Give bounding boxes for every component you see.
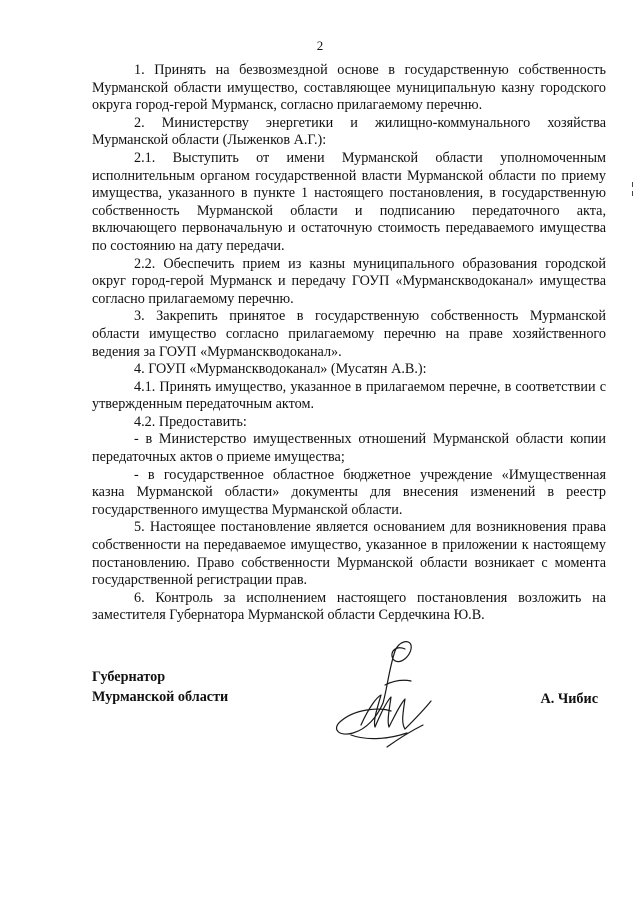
paragraph-4-2-item-1: - в Министерство имущественных отношений Мурманской области копии передаточных актов о приеме имущества; bbox=[92, 431, 606, 466]
paragraph-4-2-item-2: - в государственное областное бюджетное учреждение «Имущественная казна Мурманской области» документы для внесения изменений в реестр государственного имущества Мурманской области. bbox=[92, 466, 606, 518]
handwritten-signature bbox=[327, 637, 457, 757]
paragraph-6: 6. Контроль за исполнением настоящего постановления возложить на заместителя Губернатора Мурманской области Сердечкина Ю.В. bbox=[92, 589, 606, 624]
paragraph-5: 5. Настоящее постановление является основанием для возникновения права собственности на передаваемое имущество, указанное в приложении к настоящему постановлению. Право собственности Мурманской области возникает с момента государственной регистрации прав. bbox=[92, 519, 606, 589]
paragraph-2-1: 2.1. Выступить от имени Мурманской области уполномоченным исполнительным органом государственной власти Мурманской области по приему имущества, указанного в пункте 1 настоящего постановления, в государственную собственность Мурманской области и подписанию передаточного акта, включающего первоначальную и остаточную стоимость передаваемого имущества по состоянию на дату передачи. bbox=[92, 149, 606, 254]
signatory-name: А. Чибис bbox=[540, 691, 598, 707]
page-number: 2 bbox=[316, 38, 324, 53]
paragraph-2-2: 2.2. Обеспечить прием из казны муниципального образования городской округ город-герой Мурманск и передачу ГОУП «Мурманскводоканал» имущества согласно прилагаемому перечню. bbox=[92, 255, 606, 307]
document-body bbox=[92, 62, 606, 625]
signatory-title-line-2: Мурманской области bbox=[92, 689, 229, 705]
margin-tick-mark bbox=[631, 182, 634, 198]
paragraph-4-1: 4.1. Принять имущество, указанное в прилагаемом перечне, в соответствии с утвержденным передаточным актом. bbox=[92, 378, 606, 413]
paragraph-4-2: 4.2. Предоставить: bbox=[134, 413, 247, 430]
signatory-title bbox=[92, 667, 228, 707]
paragraph-3: 3. Закрепить принятое в государственную собственность Мурманской области имущество согласно прилагаемому перечню на праве хозяйственного ведения за ГОУП «Мурманскводоканал». bbox=[92, 308, 606, 360]
paragraph-4: 4. ГОУП «Мурманскводоканал» (Мусатян А.В.): bbox=[134, 361, 427, 378]
paragraph-2: 2. Министерству энергетики и жилищно-коммунального хозяйства Мурманской области (Лыженков А.Г.): bbox=[92, 114, 606, 149]
signatory-title-line-1: Губернатор bbox=[92, 669, 166, 685]
paragraph-1: 1. Принять на безвозмездной основе в государственную собственность Мурманской области имущество, составляющее муниципальную казну городского округа город-герой Мурманск, согласно прилагаемому перечню. bbox=[92, 62, 606, 114]
